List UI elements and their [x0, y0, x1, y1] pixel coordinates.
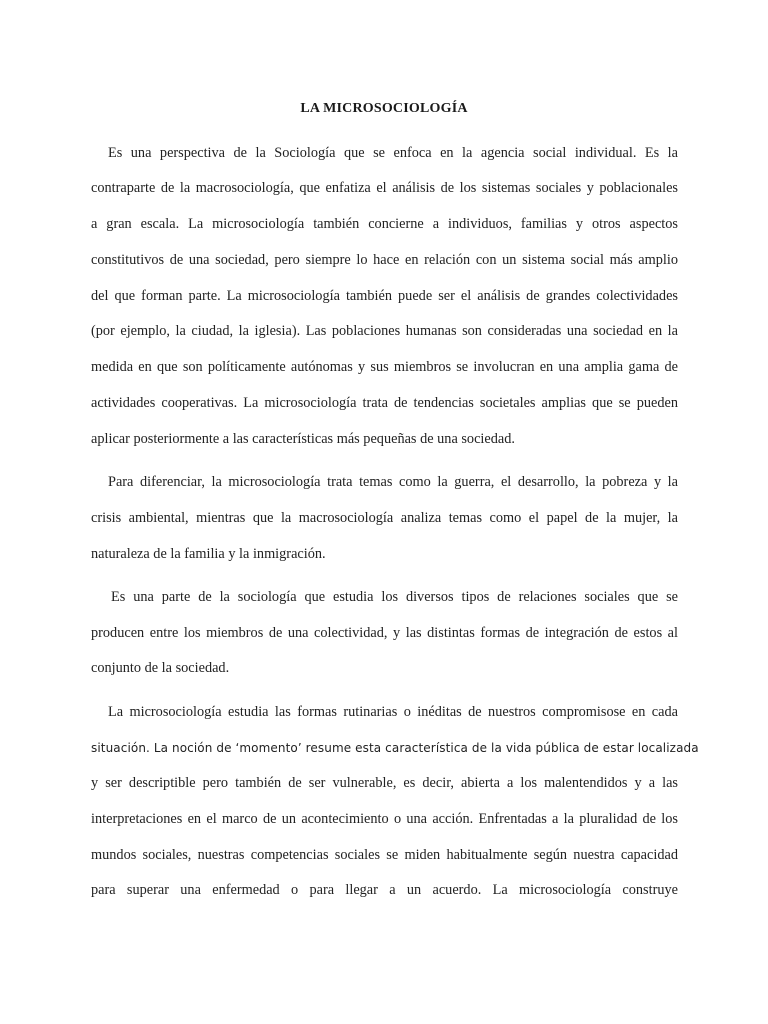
- paragraph-1-line-4: constitutivos de una sociedad, pero siempre lo hace en relación con un sistema social más amplio: [91, 252, 678, 268]
- paragraph-1-line-8: actividades cooperativas. La microsociología trata de tendencias societales amplias que se pueden: [91, 395, 678, 411]
- paragraph-2-line-3: naturaleza de la familia y la inmigración.: [91, 546, 326, 562]
- paragraph-4-line-2: situación. La noción de ‘momento’ resume esta característica de la vida pública de estar localizada: [91, 741, 699, 755]
- paragraph-1-line-5: del que forman parte. La microsociología también puede ser el análisis de grandes colectividades: [91, 288, 678, 304]
- paragraph-3-line-3: conjunto de la sociedad.: [91, 660, 230, 676]
- paragraph-3-line-2: producen entre los miembros de una colectividad, y las distintas formas de integración de estos al: [91, 625, 678, 641]
- paragraph-1-line-9: aplicar posteriormente a las características más pequeñas de una sociedad.: [91, 431, 515, 447]
- page-title: LA MICROSOCIOLOGÍA: [300, 101, 468, 116]
- paragraph-1-line-3: a gran escala. La microsociología también concierne a individuos, familias y otros aspectos: [91, 216, 678, 232]
- paragraph-4-line-5: mundos sociales, nuestras competencias sociales se miden habitualmente según nuestra capacidad: [91, 847, 678, 863]
- paragraph-3-line-1: Es una parte de la sociología que estudia los diversos tipos de relaciones sociales que se: [111, 589, 678, 605]
- paragraph-1-line-7: medida en que son políticamente autónomas y sus miembros se involucran en una amplia gama de: [91, 359, 678, 375]
- paragraph-2-line-1: Para diferenciar, la microsociología trata temas como la guerra, el desarrollo, la pobreza y la: [108, 474, 678, 490]
- paragraph-1-line-2: contraparte de la macrosociología, que enfatiza el análisis de los sistemas sociales y poblacionales: [91, 180, 678, 196]
- paragraph-4-line-4: interpretaciones en el marco de un acontecimiento o una acción. Enfrentadas a la pluralidad de los: [91, 811, 678, 827]
- paragraph-2-line-2: crisis ambiental, mientras que la macrosociología analiza temas como el papel de la mujer, la: [91, 510, 678, 526]
- paragraph-1-line-6: (por ejemplo, la ciudad, la iglesia). Las poblaciones humanas son consideradas una sociedad en la: [91, 323, 678, 339]
- paragraph-4-line-6: para superar una enfermedad o para llegar a un acuerdo. La microsociología construye: [91, 882, 678, 898]
- paragraph-1-line-1: Es una perspectiva de la Sociología que se enfoca en la agencia social individual. Es la: [108, 145, 678, 161]
- paragraph-4-line-3: y ser descriptible pero también de ser vulnerable, es decir, abierta a los malentendidos y a las: [91, 775, 678, 791]
- paragraph-4-line-1: La microsociología estudia las formas rutinarias o inéditas de nuestros compromisose en cada: [108, 704, 678, 720]
